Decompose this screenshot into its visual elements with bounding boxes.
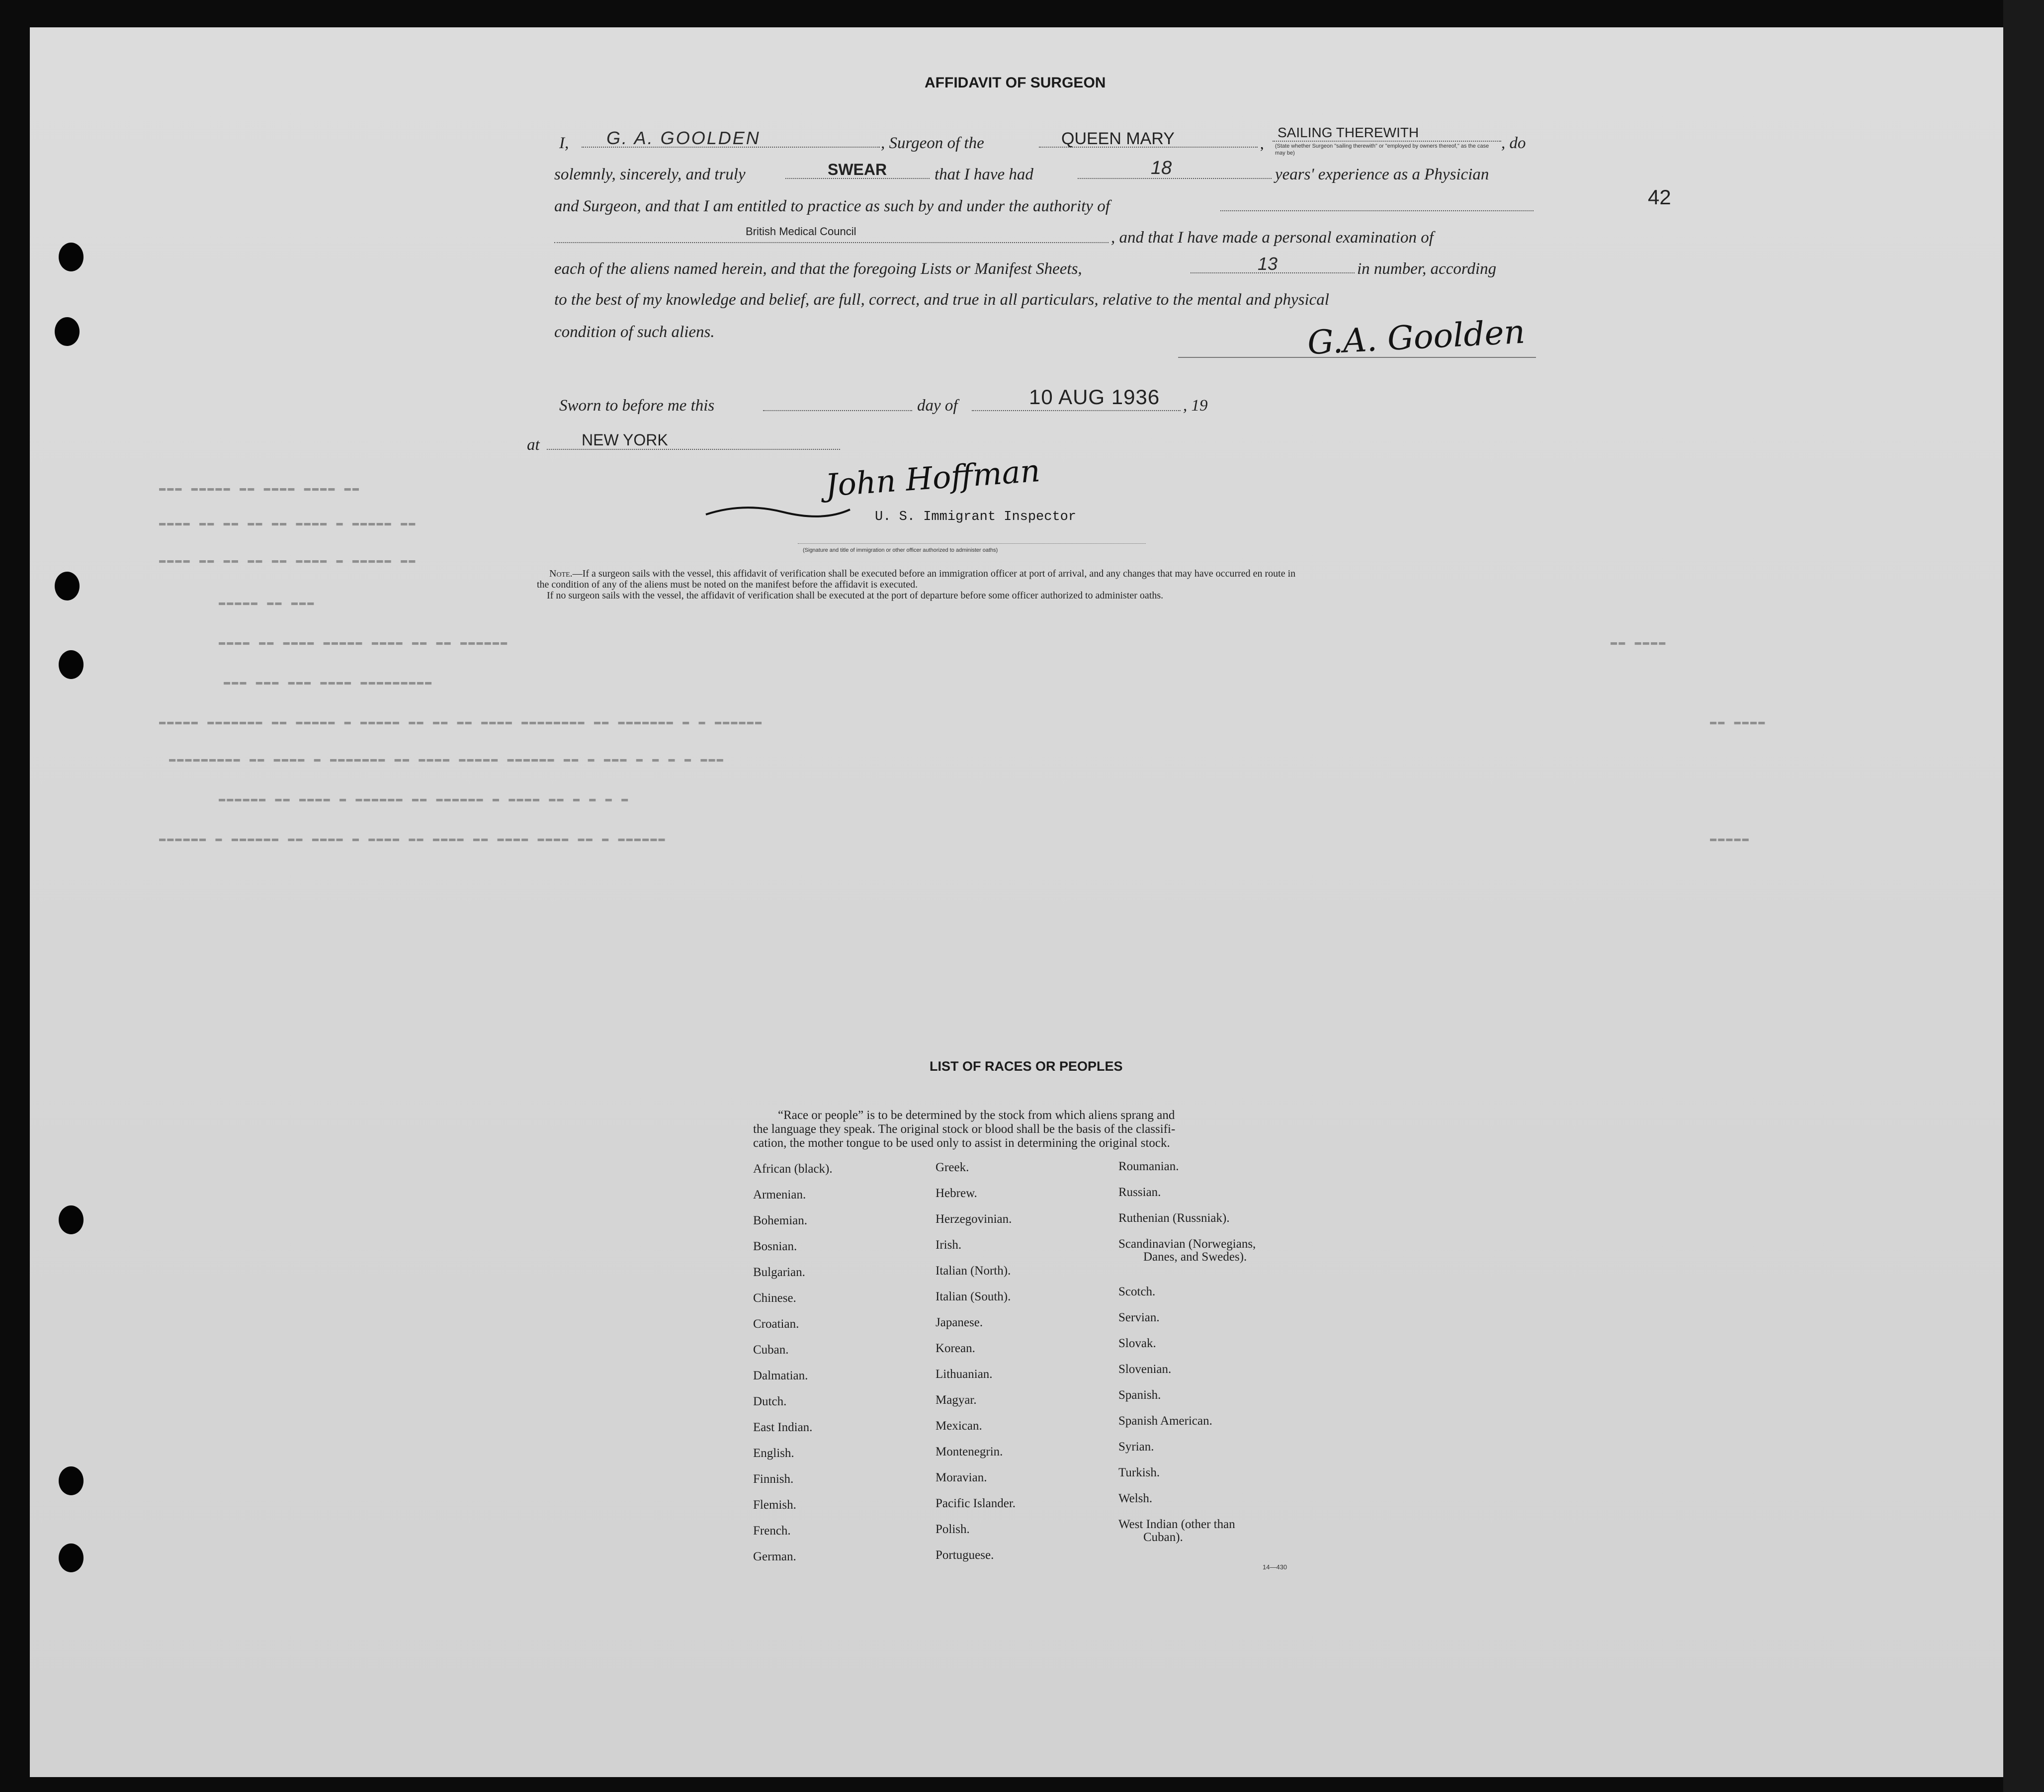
inspector-title: U. S. Immigrant Inspector: [875, 510, 1077, 524]
binder-hole: [59, 1466, 84, 1495]
race-item: Spanish.: [1118, 1388, 1161, 1402]
race-item: Roumanian.: [1118, 1160, 1179, 1173]
note-text-1: —If a surgeon sails with the vessel, this affidavit of verification shall be executed before an immigration officer at port of arrival, and any changes that may have occurred en route in: [572, 568, 1296, 579]
authority-line-1: [1220, 210, 1533, 211]
years-line: [1078, 178, 1272, 179]
form-number: 14—430: [1263, 1563, 1287, 1571]
note-line-3: If no surgeon sails with the vessel, the affidavit of verification shall be executed at the port of departure before some officer authorized to administer oaths.: [547, 590, 1164, 601]
place-value: NEW YORK: [582, 431, 668, 449]
vessel-name: QUEEN MARY: [1061, 129, 1175, 148]
race-item: Portuguese.: [936, 1548, 994, 1562]
surgeon-signature: G.A. Goolden: [1306, 312, 1526, 362]
race-item: Danes, and Swedes).: [1143, 1250, 1247, 1264]
text-i: I,: [559, 134, 569, 152]
race-item: Ruthenian (Russniak).: [1118, 1211, 1230, 1225]
race-item: Magyar.: [936, 1393, 977, 1407]
note-line-2: the condition of any of the aliens must be noted on the manifest before the affidavit is executed.: [537, 579, 918, 590]
sworn-date-line: [972, 410, 1181, 411]
race-item: English.: [753, 1447, 794, 1460]
binder-hole: [59, 1543, 84, 1572]
inspector-signature-line: [798, 543, 1146, 544]
race-item: Japanese.: [936, 1316, 983, 1329]
race-item: Moravian.: [936, 1471, 987, 1484]
race-item: Croatian.: [753, 1317, 799, 1331]
race-item: Spanish American.: [1118, 1414, 1212, 1428]
race-item: Dalmatian.: [753, 1369, 808, 1382]
race-item: West Indian (other than: [1118, 1518, 1235, 1531]
text-sworn: Sworn to before me this: [559, 397, 715, 415]
race-item: French.: [753, 1524, 791, 1537]
text-surgeon-of-the: , Surgeon of the: [881, 134, 984, 152]
scan-border: [2003, 0, 2044, 1792]
document-page: ▬▬▬ ▬▬▬▬▬ ▬▬ ▬▬▬▬ ▬▬▬▬ ▬▬ ▬▬▬▬ ▬▬ ▬▬ ▬▬ ▬▬ ▬▬▬▬ ▬ ▬▬▬▬▬ ▬▬ ▬▬▬▬ ▬▬ ▬▬ ▬▬ ▬▬ ▬▬▬▬ ▬ ▬▬▬▬▬ ▬▬ ▬▬▬▬▬ ▬▬ ▬▬▬ ▬▬▬▬ ▬▬ ▬▬▬▬ ▬▬▬▬▬ ▬▬▬▬ ▬▬ ▬▬ ▬▬▬▬▬▬ ▬▬▬ ▬▬▬ ▬▬▬ ▬▬▬▬ ▬▬▬▬▬▬▬▬▬ ▬▬▬▬▬ ▬▬▬▬▬▬▬ ▬▬ ▬▬▬▬▬ ▬ ▬▬▬▬▬ ▬▬ ▬▬ ▬▬ ▬▬▬▬ ▬▬▬▬▬▬▬▬ ▬▬ ▬▬▬▬▬▬▬ ▬ ▬ ▬▬▬▬▬▬ ▬▬▬▬▬▬▬▬▬ ▬▬ ▬▬▬▬ ▬ ▬▬▬▬▬▬▬ ▬▬ ▬▬▬▬ ▬▬▬▬▬ ▬▬▬▬▬▬ ▬▬ ▬ ▬▬▬ ▬ ▬ ▬ ▬ ▬▬▬ ▬▬▬▬▬▬ ▬▬ ▬▬▬▬ ▬ ▬▬▬▬▬▬ ▬▬ ▬▬▬▬▬▬ ▬ ▬▬▬▬ ▬▬ ▬ ▬ ▬ ▬ ▬▬▬▬▬▬ ▬ ▬▬▬▬▬▬ ▬▬ ▬▬▬▬ ▬ ▬▬▬▬ ▬▬ ▬▬▬▬ ▬▬ ▬▬▬▬ ▬▬▬▬ ▬▬ ▬ ▬▬▬▬▬▬ ▬▬ ▬▬▬▬ ▬▬ ▬▬▬▬ ▬▬▬▬▬ 42 AFFIDAVIT OF SURGEON I, G. A. GOOLDEN , Surgeon of the QUEEN MARY , SAILING THEREWITH (State whether Surgeon "sailing therewith" or "employed by owners thereof," as the case may be) , do solemnly, sincerely, and truly SWEAR that I have had 18 years' experience as a Physician and Surgeon, and that I am entitled to practice as such by and under the authority of British Medical Council , and that I have made a personal examination of each of the aliens named herein, and that the foregoing Lists or Manifest Sheets, 13 in number, according to the best of my knowledge and belief, are full, correct, and true in all particulars, relative to the mental and physical condition of such aliens. G.A. Goolden Sworn to before me this day of 10 AUG 1936 , 19 at NEW YORK John Hoffman U. S. Immigrant Inspector (Signature and title of immigration or other officer authorized to administer oaths) Note.—If a surgeon sails with the vessel, this affidavit of verification shall be executed before an immigration officer at port of arrival, and any changes that may have occurred en route in the condition of any of the aliens must be noted on the manifest before the affidavit is executed. If no surgeon sails with the vessel, the affidavit of verification shall be executed at the port of departure before some officer authorized to administer oaths. LIST OF RACES OR PEOPLES “Race or people” is to be determined by the stock from which aliens sprang and the language they speak. The original stock or blood shall be the basis of the classifi- cation, the mother tongue to be used only to assist in determining the original stock. African (black). Armenian. Bohemian. Bosnian. Bulgarian. Chinese. Croatian. Cuban. Dalmatian. Dutch. East Indian. English. Finnish. Flemish. French. German. Greek. Hebrew. Herzegovinian. Irish. Italian (North). Italian (South). Japanese. Korean. Lithuanian. Magyar. Mexican. Montenegrin. Moravian. Pacific Islander. Polish. Portuguese. Roumanian. Russian. Ruthenian (Russniak). Scandinavian (Norwegians, Danes, and Swedes). Scotch. Servian. Slovak. Slovenian. Spanish. Spanish American. Syrian. Turkish. Welsh. West Indian (other than Cuban). 14—430: [30, 27, 2003, 1777]
race-item: Lithuanian.: [936, 1367, 993, 1381]
race-item: Slovak.: [1118, 1337, 1156, 1350]
race-item: Turkish.: [1118, 1466, 1160, 1479]
binder-hole: [59, 243, 84, 271]
race-item: Scotch.: [1118, 1285, 1156, 1298]
authority-value: British Medical Council: [746, 225, 856, 238]
races-intro-1: “Race or people” is to be determined by the stock from which aliens sprang and: [778, 1109, 1175, 1122]
race-item: Hebrew.: [936, 1187, 977, 1200]
sailing-status: SAILING THEREWITH: [1278, 125, 1419, 140]
race-item: Dutch.: [753, 1395, 787, 1408]
race-item: Bohemian.: [753, 1214, 808, 1227]
race-item: East Indian.: [753, 1421, 813, 1434]
race-item: Bulgarian.: [753, 1266, 805, 1279]
race-item: Greek.: [936, 1161, 969, 1174]
sworn-day-line: [763, 410, 912, 411]
races-intro-3: cation, the mother tongue to be used only to assist in determining the original stock.: [753, 1136, 1170, 1150]
comma: ,: [1260, 136, 1264, 152]
text-19: , 19: [1183, 397, 1208, 415]
race-item: Polish.: [936, 1523, 970, 1536]
race-item: Servian.: [1118, 1311, 1160, 1324]
text-day-of: day of: [917, 397, 958, 415]
race-item: Russian.: [1118, 1186, 1161, 1199]
sheets-value: 13: [1258, 254, 1278, 274]
race-item: Italian (South).: [936, 1290, 1011, 1303]
race-item: Welsh.: [1118, 1492, 1153, 1505]
signature-caption: (Signature and title of immigration or other officer authorized to administer oaths): [803, 547, 998, 553]
text-best-knowledge: to the best of my knowledge and belief, are full, correct, and true in all particulars, relative to the mental and physical: [554, 291, 1329, 309]
text-in-number: in number, according: [1357, 260, 1497, 278]
race-item: Montenegrin.: [936, 1445, 1003, 1458]
binder-hole: [59, 1205, 84, 1234]
surgeon-name: G. A. GOOLDEN: [606, 128, 761, 148]
text-and-surgeon: and Surgeon, and that I am entitled to practice as such by and under the authority of: [554, 197, 1110, 215]
races-intro-2: the language they speak. The original stock or blood shall be the basis of the classifi-: [753, 1122, 1176, 1136]
race-item: Scandinavian (Norwegians,: [1118, 1237, 1256, 1251]
page-number: 42: [1648, 185, 1671, 209]
race-item: African (black).: [753, 1162, 833, 1176]
race-item: Herzegovinian.: [936, 1212, 1012, 1226]
race-item: Chinese.: [753, 1291, 796, 1305]
note-line-1: [549, 568, 1295, 580]
race-item: Slovenian.: [1118, 1363, 1172, 1376]
race-item: Irish.: [936, 1238, 962, 1252]
text-solemnly: solemnly, sincerely, and truly: [554, 166, 746, 183]
text-personal-exam: , and that I have made a personal examination of: [1111, 229, 1434, 247]
sailing-note: (State whether Surgeon "sailing therewith" or "employed by owners thereof," as the case may be): [1275, 143, 1489, 156]
signature-flourish: [703, 497, 852, 522]
race-item: Bosnian.: [753, 1240, 797, 1253]
text-years-experience: years' experience as a Physician: [1275, 166, 1489, 183]
binder-hole: [55, 317, 80, 346]
binder-hole: [59, 650, 84, 679]
race-item: Finnish.: [753, 1472, 794, 1486]
note-label: Note.: [549, 568, 573, 579]
text-each-alien: each of the aliens named herein, and that the foregoing Lists or Manifest Sheets,: [554, 260, 1082, 278]
race-item: Cuban).: [1143, 1531, 1183, 1544]
race-item: Korean.: [936, 1342, 975, 1355]
oath-word: SWEAR: [828, 161, 887, 178]
text-at: at: [527, 436, 540, 454]
race-item: Flemish.: [753, 1498, 796, 1512]
race-item: Mexican.: [936, 1419, 982, 1433]
race-item: Pacific Islander.: [936, 1497, 1016, 1510]
race-item: Italian (North).: [936, 1264, 1011, 1278]
years-value: 18: [1151, 158, 1172, 178]
affidavit-title: AFFIDAVIT OF SURGEON: [925, 75, 1106, 91]
race-item: German.: [753, 1550, 796, 1563]
races-title: LIST OF RACES OR PEOPLES: [930, 1059, 1123, 1074]
text-that-i-have-had: that I have had: [935, 166, 1033, 183]
binder-hole: [55, 572, 80, 600]
race-item: Syrian.: [1118, 1440, 1154, 1453]
sworn-date: 10 AUG 1936: [1029, 385, 1160, 409]
text-do: , do: [1501, 134, 1526, 152]
sailing-line: [1273, 141, 1501, 142]
inspector-signature: John Hoffman: [824, 452, 1041, 504]
authority-line-2: [554, 242, 1108, 243]
race-item: Armenian.: [753, 1188, 806, 1201]
text-condition: condition of such aliens.: [554, 323, 715, 341]
race-item: Cuban.: [753, 1343, 789, 1357]
